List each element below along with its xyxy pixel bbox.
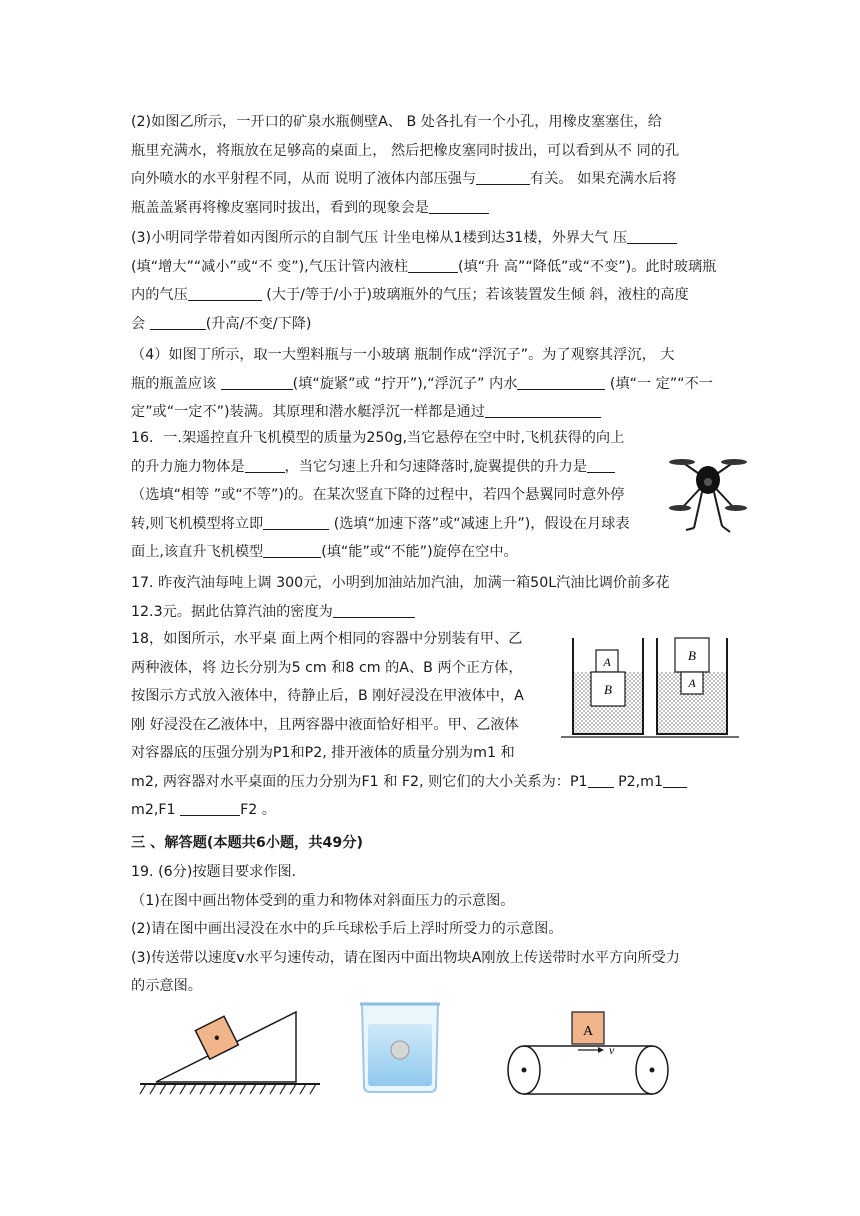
block-label: A [582,1024,594,1039]
q15-2-line3: 向外喷水的水平射程不同，从而 说明了液体内部压强与 [131,171,477,187]
answer-blank[interactable] [263,543,321,558]
q15-part3 [131,224,729,338]
drone-figure [668,442,748,542]
q19-line5: 的示意图。 [131,978,202,994]
q17-line1: 17. 昨夜汽油每吨上调 300元，小明到加油站加汽油，加满一箱50L汽油比调价前多花 [131,575,670,591]
answer-blank[interactable] [408,258,458,273]
q15-3-line3: 内的气压 [131,287,188,303]
q15-4-line2: 瓶的瓶盖应该 [131,375,221,392]
q15-3-line4b: (升高/不变/下降) [205,315,312,332]
q16-line5: 面上,该直升飞机模型 [131,544,264,560]
q18-line7b: F2 。 [240,802,276,818]
q19-line3: (2)请在图中画出浸没在水中的乒乓球松手后上浮时所受力的示意图。 [131,921,563,937]
q18-line6b: P2,m1 [618,773,664,790]
answer-blank[interactable] [333,603,415,618]
q15-4-line1: （4）如图丁所示，取一大塑料瓶与一小玻璃 瓶制作成“浮沉子”。为了观察其浮沉， 大 [131,347,675,363]
q16-line2: 的升力施力物体是 [131,458,245,475]
q15-2-line1: (2)如图乙所示，一开口的矿泉水瓶侧壁A、 B 处各扎有一个小孔，用橡皮塞塞住，给 [131,114,662,130]
q15-3-line2b: (填“升 高”“降低”或“不变”)。此时玻璃瓶 [458,258,717,275]
q15-part4 [131,341,729,427]
answer-blank[interactable] [587,458,615,473]
q18-line1: 18，如图所示，水平桌 面上两个相同的容器中分别装有甲、乙 [131,631,523,647]
q15-3-line3b: (大于/等于/小于)玻璃瓶外的气压；若该装置发生倾 斜，液柱的高度 [261,287,689,303]
q15-3-line4: 会 [131,315,150,332]
answer-blank[interactable] [517,375,605,390]
q18-line5: 对容器底的压强分别为P1和P2, 排开液体的质量分别为m1 和 [131,745,515,761]
velocity-label: v [609,1043,615,1057]
q15-part2 [131,108,729,222]
q18-line6: m2, 两容器对水平桌面的压力分别为F1 和 F2, 则它们的大小关系为：P1 [131,773,588,790]
q18-line3: 按图示方式放入液体中，待静止后，B 刚好浸没在甲液体中，A [131,688,524,704]
q16 [131,424,655,567]
answer-blank[interactable] [180,801,240,816]
q15-2-line3b: 有关。 如果充满水后将 [530,171,677,187]
answer-blank[interactable] [476,170,530,185]
answer-blank[interactable] [263,515,329,530]
q17-line2: 12.3元。据此估算汽油的密度为 [131,603,333,620]
q15-4-line2c: (填“一 定”“不一 [605,375,713,392]
conveyor-figure [500,1008,676,1096]
q15-4-line3: 定”或“一定不”)装满。其原理和潜水艇浮沉一样都是通过 [131,404,485,420]
q17 [131,569,729,626]
q16-line5b: (填“能”或“不能”)旋停在空中。 [321,544,518,560]
section-title [131,829,729,858]
q19-line4: (3)传送带以速度v水平匀速传动，请在图丙中面出物块A刚放上传送带时水平方向所受力 [131,949,680,966]
fig-label-b: B [688,648,696,663]
answer-blank[interactable] [221,375,293,390]
q16-line1: 16．一.架遥控直升飞机模型的质量为250g,当它悬停在空中时,飞机获得的向上 [131,430,625,446]
q19-line2: （1)在图中画出物体受到的重力和物体对斜面压力的示意图。 [131,892,515,909]
beaker-figure [356,1000,444,1094]
fig-label-b: B [604,682,612,697]
q16-line4b: (选填“加速下落”或“减速上升”)，假设在月球表 [329,515,630,532]
answer-blank[interactable] [485,403,601,418]
q18-line4: 刚 好浸没在乙液体中，且两容器中液面恰好相平。甲、乙液体 [131,716,519,733]
q16-line3: （选填“相等 ”或“不等”)的。在某次竖直下降的过程中，若四个悬翼同时意外停 [131,487,625,503]
containers-figure [561,628,739,742]
q15-4-line2b: (填“旋紧”或 “拧开”),“浮沉子” 内水 [292,375,518,392]
answer-blank[interactable] [150,315,206,330]
answer-blank[interactable] [663,773,687,788]
q18-line2: 两种液体，将 边长分别为5 cm 和8 cm 的A、B 两个正方体， [131,659,523,676]
fig-label-a: A [603,655,611,669]
q15-2-line4: 瓶盖盖紧再将橡皮塞同时拔出，看到的现象会是 [131,199,429,216]
q15-3-line1: (3)小明同学带着如丙图所示的自制气压 计坐电梯从1楼到达31楼，外界大气 压 [131,230,628,246]
incline-figure [136,1004,322,1100]
section-3-title: 三 、解答题(本题共6小题，共49分) [131,835,363,851]
answer-blank[interactable] [188,286,262,301]
q18-line7: m2,F1 [131,802,181,818]
q15-3-line2: (填“增大”“减小”或“不 变”),气压计管内液柱 [131,258,409,275]
answer-blank[interactable] [627,229,677,244]
q19-line1: 19. (6分)按题目要求作图. [131,864,297,880]
q15-2-line2: 瓶里充满水，将瓶放在足够高的桌面上， 然后把橡皮塞同时拔出，可以看到从不 同的孔 [131,142,680,159]
answer-blank[interactable] [245,458,285,473]
answer-blank[interactable] [588,773,614,788]
q19 [131,858,741,1001]
q16-line2b: ，当它匀速上升和匀速降落时,旋翼提供的升力是 [284,458,587,475]
answer-blank[interactable] [429,199,489,214]
q16-line4: 转,则飞机模型将立即 [131,515,264,532]
fig-label-a: A [688,676,696,690]
